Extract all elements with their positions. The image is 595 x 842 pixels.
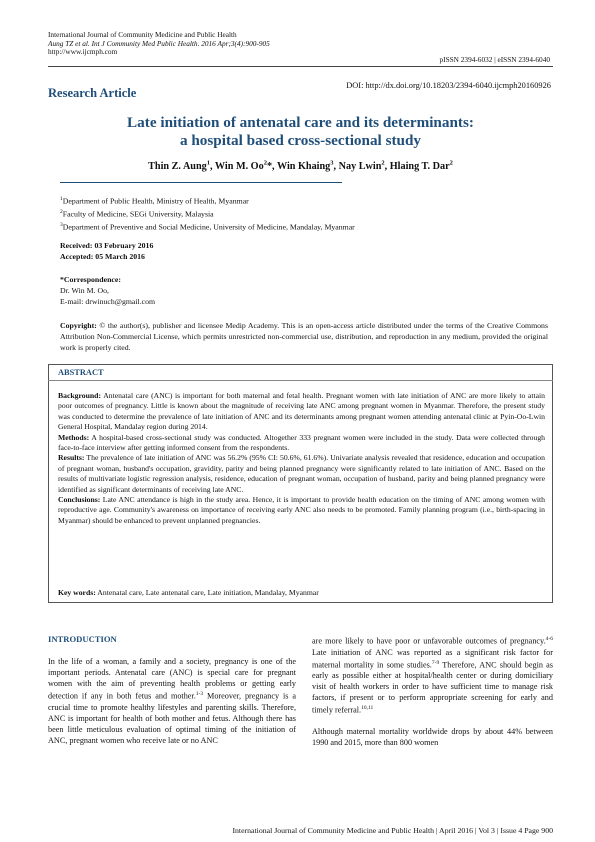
section-heading: INTRODUCTION	[48, 634, 117, 644]
dates	[60, 240, 153, 262]
abstract-methods: Methods: A hospital-based cross-sectional study was conducted. Altogether 333 pregnant women were included in the study. Data were collected through face-to-face interview after getting informed consent from the respondents.	[58, 432, 546, 453]
right-column	[312, 634, 553, 748]
received-date: Received: 03 February 2016	[60, 241, 154, 250]
article-title	[48, 114, 553, 150]
author: Nay Lwin$^2$,	[338, 160, 390, 173]
left-column	[48, 634, 296, 746]
journal-name: International Journal of Community Medicine and Public Health	[48, 30, 237, 39]
affiliation: $^1$Department of Public Health, Ministry of Health, Myanmar	[60, 196, 249, 206]
author: Thin Z. Aung$^1$,	[148, 160, 215, 173]
copyright-notice: Copyright: © the author(s), publisher and licensee Medip Academy. This is an open-access article distributed under the terms of the Creative Commons Attribution Non-Commercial License, which permits unrestricted non-commercial use, distribution, and reproduction in any medium, provided the original work is properly cited.	[60, 321, 548, 353]
abstract-background: Background: Antenatal care (ANC) is important for both maternal and fetal health. Pregnant women with late initiation of ANC are more likely to attain poor outcomes of pregnancy. Little is known about the magnitude of receiving late ANC among pregnant women in Myanmar. Therefore, the present study was conducted to determine the prevalence of late initiation of ANC and its determinants among pregnant women attending antenatal clinic at Pyin-Oo-Lwin General Hospital, Mandalay region during 2014.	[58, 391, 545, 432]
journal-url[interactable]: http://www.ijcmph.com	[48, 47, 118, 57]
issn: pISSN 2394-6032 | eISSN 2394-6040	[439, 55, 550, 64]
abstract-heading: ABSTRACT	[58, 368, 104, 377]
keywords: Key words: Antenatal care, Late antenatal care, Late initiation, Mandalay, Myanmar	[58, 588, 319, 597]
paragraph: are more likely to have poor or unfavorable outcomes of pregnancy.$^{4-6}$ Late initiation of ANC was reported as a significant risk factor for maternal mortality in some studies.$^{7-9}$ Therefore, ANC should begin as early as possible either at hospital/health center or during domiciliary visit of health workers in order to have sufficient time to manage risk factors, if present or to perform appropriate screening for early and timely referral.$^{10,11}$	[312, 636, 553, 716]
affiliation: $^2$Faculty of Medicine, SEGi University, Malaysia	[60, 208, 214, 219]
title-line-2: a hospital based cross-sectional study	[179, 132, 422, 149]
correspondence	[60, 274, 155, 308]
affiliation: $^3$Department of Preventive and Social Medicine, University of Medicine, Mandalay, Myanmar	[60, 221, 355, 232]
header-divider	[48, 66, 553, 67]
article-type: Research Article	[48, 86, 137, 100]
citation: Aung TZ et al. Int J Community Med Public Health. 2016 Apr;3(4):900-905	[48, 38, 270, 48]
abstract-results: Results: The prevalence of late initiation of ANC was 56.2% (95% CI: 50.6%, 61.6%). Univariate analysis revealed that residence, education and occupation of pregnant woman, husband's occupation, gravidity, parity and being planned pregnancy were significantly related to late initiation of ANC. Based on the results of multivariate logistic regression analysis, residence, education of pregnant woman, occupation of husband, parity and being planned pregnancy were identified as significant determinants of receiving late ANC.	[58, 453, 545, 494]
abstract-conclusions: Conclusions: Late ANC attendance is high in the study area. Hence, it is important to provide health education on the timing of ANC among women with reproductive age. Community's awareness on importance of receiving early ANC also needs to be promoted. Family planning program (i.e., birth-spacing in Myanmar) should be enhanced to prevent unplanned pregnancies.	[58, 495, 545, 525]
abstract-body	[58, 391, 545, 526]
author: Win Khaing$^3$,	[276, 160, 339, 173]
page-footer: International Journal of Community Medicine and Public Health | April 2016 | Vol 3 | Issue 4 Page 900	[232, 826, 553, 835]
author-list	[48, 160, 553, 172]
title-line-1: Late initiation of antenatal care and its determinants:	[127, 114, 474, 131]
author-divider	[60, 182, 342, 183]
running-header	[48, 31, 378, 57]
doi-link[interactable]: DOI: http://dx.doi.org/10.18203/2394-6040.ijcmph20160926	[346, 81, 551, 90]
correspondence-email[interactable]: E-mail: drwinuch@gmail.com	[60, 297, 156, 307]
correspondence-name: Dr. Win M. Oo,	[60, 286, 109, 296]
paragraph: In the life of a woman, a family and a society, pregnancy is one of the important periods. Antenatal care (ANC) is special care for pregnant women with the aim of preventing health problems or getting early detection if any in both fetus and mother.$^{1-3}$ Moreover, pregnancy is a crucial time to promote healthy lifestyles and parenting skills. Therefore, ANC is important for health of both mother and fetus. Although there has been little meticulous evaluation of optimal timing of the initiation of ANC, pregnant women who receive late or no ANC	[48, 657, 297, 745]
author: Hlaing T. Dar$^2$	[389, 160, 453, 173]
paragraph: Although maternal mortality worldwide drops by about 44% between 1990 and 2015, more than 800 women	[312, 727, 553, 748]
correspondence-label: *Correspondence:	[60, 275, 121, 284]
author: Win M. Oo$^2$*,	[214, 160, 277, 173]
accepted-date: Accepted: 05 March 2016	[60, 252, 145, 262]
affiliations	[60, 194, 550, 232]
abstract-divider	[48, 380, 553, 381]
